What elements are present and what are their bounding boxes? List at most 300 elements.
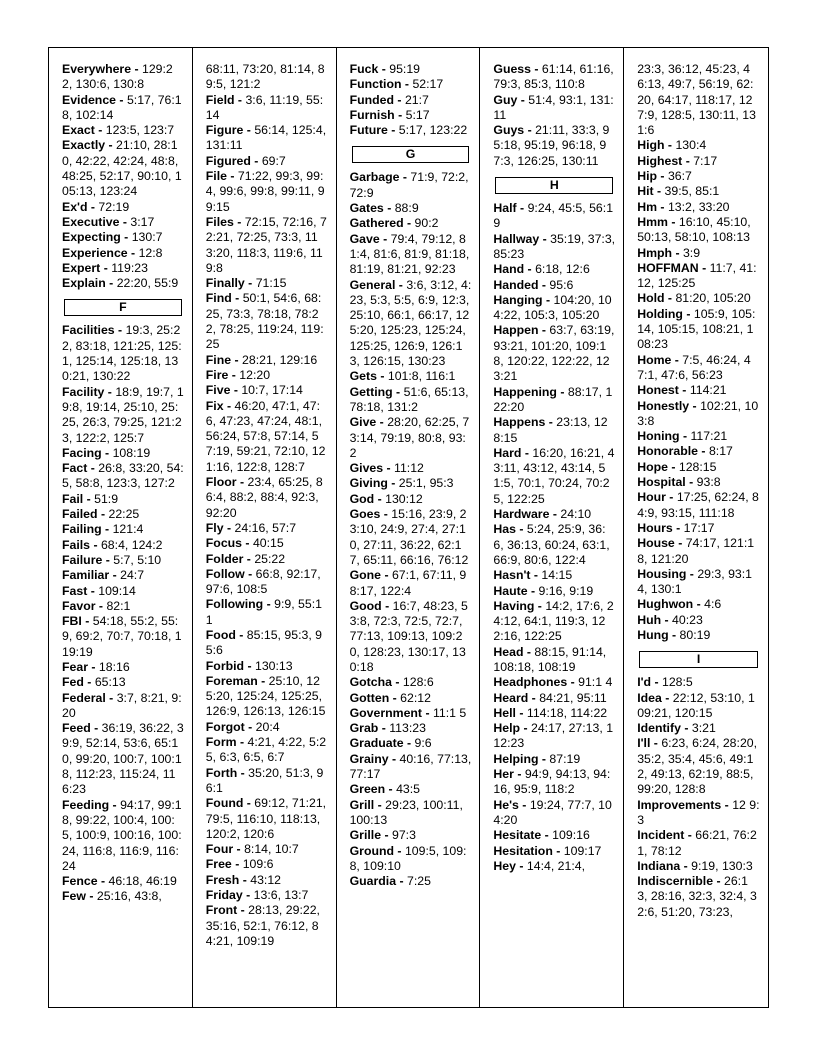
index-term: Having (493, 598, 535, 613)
index-term: Half (493, 201, 517, 216)
page-line-refs: 19:3, 25:22, 83:18, 121:25, 125:1, 125:14, 125:18, 130:21, 130:22 (62, 323, 182, 384)
index-entry (493, 323, 615, 384)
index-term: Honing (637, 429, 680, 444)
term-separator: - (671, 352, 683, 367)
term-separator: - (521, 445, 533, 460)
index-term: Garbage (349, 170, 400, 185)
term-separator: - (515, 858, 527, 873)
index-term: Help (493, 721, 521, 736)
index-entry (493, 293, 615, 324)
index-term: Happens (493, 415, 546, 430)
page-line-refs: 82:1 (106, 598, 131, 613)
index-entry (62, 261, 184, 276)
index-term: Honest (637, 383, 679, 398)
index-entry (62, 446, 184, 461)
page-line-refs: 108:19 (112, 445, 151, 460)
page-line-refs: 23:4, 65:25, 86:4, 88:2, 88:4, 92:3, 92:20 (205, 475, 323, 520)
index-term: Housing (637, 566, 687, 581)
page-line-refs: 66:8, 92:17, 97:6, 108:5 (205, 566, 321, 597)
index-term: Fence (62, 874, 98, 889)
index-term: Facing (62, 445, 102, 460)
term-separator: - (243, 796, 255, 811)
index-entry (206, 628, 328, 659)
index-term: Gives (349, 461, 384, 476)
index-entry (350, 415, 472, 461)
index-entry (493, 385, 615, 416)
index-term: Expert (62, 260, 101, 275)
term-separator: - (244, 566, 256, 581)
index-term: Furnish (349, 107, 395, 122)
page-line-refs: 91:1 4 (578, 675, 613, 690)
term-separator: - (538, 751, 550, 766)
page-line-refs: 10:7, 17:14 (241, 383, 303, 398)
page-line-refs: 28:21, 129:16 (242, 352, 318, 367)
page-line-refs: 36:7 (667, 169, 692, 184)
index-term: Hard (493, 445, 522, 460)
index-term: Gathered (349, 216, 404, 231)
index-entry (637, 184, 760, 199)
index-term: Huh (637, 612, 662, 627)
index-entry (350, 278, 472, 370)
section-letter-header: I (639, 651, 758, 668)
page-line-refs: 3:6, 3:12, 4:23, 5:3, 5:5, 6:9, 12:3, 25:10, 66:1, 66:17, 125:20, 125:23, 125:24, 125:25, 126:9, 126:13, 126:15, 130:23 (349, 277, 472, 369)
index-entry (637, 215, 760, 246)
term-separator: - (664, 291, 676, 306)
index-entry (493, 767, 615, 798)
page-line-refs: 5:17 (405, 107, 430, 122)
index-term: Field (205, 92, 235, 107)
index-term: Hours (637, 520, 673, 535)
term-separator: - (672, 245, 683, 260)
index-column (480, 48, 624, 1007)
term-separator: - (244, 276, 256, 291)
page-line-refs: 40:15 (252, 536, 284, 551)
index-entry (206, 154, 328, 169)
term-separator: - (387, 123, 399, 138)
term-separator: - (100, 260, 112, 275)
page-line-refs: 109:5, 109:8, 109:10 (349, 843, 467, 873)
term-separator: - (250, 153, 262, 168)
term-separator: - (422, 705, 433, 720)
term-separator: - (381, 598, 393, 613)
index-entry (62, 385, 184, 446)
term-separator: - (378, 721, 390, 736)
index-term: I'll (637, 736, 651, 751)
index-term: General (349, 277, 396, 292)
term-separator: - (242, 536, 253, 551)
page-line-refs: 79:4, 79:12, 81:4, 81:6, 81:9, 81:18, 81:19, 81:21, 92:23 (349, 231, 470, 277)
page-line-refs: 16:7, 48:23, 53:8, 72:3, 72:5, 72:7, 77:13, 109:13, 109:20, 128:23, 130:17, 130:18 (349, 598, 468, 674)
index-entry (350, 385, 472, 416)
term-separator: - (236, 475, 248, 490)
term-separator: - (101, 522, 113, 537)
term-separator: - (385, 782, 397, 797)
index-term: Foreman (205, 673, 258, 688)
page-line-refs: 9:6 (414, 736, 432, 751)
index-entry (206, 659, 328, 674)
index-term: Fact (62, 461, 88, 476)
term-separator: - (223, 520, 235, 535)
page-line-refs: 121:4 (112, 522, 144, 537)
index-entry (637, 475, 760, 490)
term-separator: - (109, 568, 121, 583)
index-entry (493, 691, 615, 706)
page-line-refs: 5:17, 76:18, 102:14 (62, 92, 182, 122)
index-entry (62, 584, 184, 599)
index-entry (206, 857, 328, 872)
page-line-refs: 130:7 (131, 230, 163, 245)
index-entry (350, 216, 472, 231)
page-line-refs: 9:19, 130:3 (691, 858, 753, 873)
page-line-refs: 6:23, 6:24, 28:20, 35:2, 35:4, 45:6, 49:12, 49:13, 62:19, 88:5, 99:20, 128:8 (637, 736, 758, 797)
index-entry (62, 691, 184, 722)
index-term: Happen (493, 323, 539, 338)
index-term: Find (205, 291, 232, 306)
page-line-refs: 24:17, 27:13, 112:23 (493, 721, 614, 751)
term-separator: - (685, 475, 697, 490)
term-separator: - (131, 62, 142, 76)
page-line-refs: 17:17 (683, 520, 715, 535)
index-term: Grainy (349, 751, 389, 766)
page-line-refs: 109:17 (563, 843, 602, 858)
index-term: Figure (205, 123, 244, 138)
page-line-refs: 25:22 (254, 551, 286, 566)
index-term: Hughwon (637, 597, 694, 612)
index-entry (206, 536, 328, 551)
index-entry (62, 553, 184, 568)
term-separator: - (545, 415, 557, 430)
index-entry (206, 93, 328, 124)
index-term: Idea (637, 690, 662, 705)
index-entry (493, 599, 615, 645)
term-separator: - (383, 461, 395, 476)
index-term: Grab (349, 721, 379, 736)
page-line-refs: 50:1, 54:6, 68:25, 73:3, 78:18, 78:22, 78:25, 119:24, 119:25 (205, 291, 324, 352)
page-line-refs: 12:8 (138, 245, 163, 260)
page-line-refs: 63:7, 63:19, 93:21, 101:20, 109:18, 120:22, 122:22, 123:21 (493, 323, 615, 384)
page-line-refs: 130:13 (254, 658, 293, 673)
page-line-refs: 21:7 (404, 92, 429, 107)
page-line-refs: 3:9 (682, 245, 701, 260)
index-entry (206, 888, 328, 903)
page-line-refs: 13:2, 33:20 (667, 199, 730, 214)
term-separator: - (374, 797, 386, 812)
index-entry (206, 169, 328, 215)
index-term: Good (349, 598, 382, 613)
term-separator: - (391, 675, 403, 690)
term-separator: - (523, 644, 535, 659)
term-separator: - (97, 507, 109, 522)
index-term: Hallway (493, 231, 540, 246)
page-line-refs: 54:18, 55:2, 55:9, 69:2, 70:7, 70:18, 119:19 (62, 614, 182, 659)
term-separator: - (665, 490, 677, 505)
index-term: Files (205, 214, 234, 229)
index-entry (350, 93, 472, 108)
page-line-refs: 72:15, 72:16, 72:21, 72:25, 73:3, 113:20, 118:3, 119:6, 119:8 (205, 214, 327, 275)
index-entry (493, 706, 615, 721)
index-entry (350, 123, 472, 138)
term-separator: - (549, 507, 561, 522)
index-term: Hope (637, 459, 668, 474)
term-separator: - (698, 260, 710, 275)
term-separator: - (235, 627, 247, 642)
index-column (624, 48, 768, 1007)
index-entry (206, 123, 328, 154)
page-line-refs: 104:20, 104:22, 105:3, 105:20 (493, 292, 612, 323)
term-separator: - (538, 323, 550, 338)
page-line-refs: 68:11, 73:20, 81:14, 89:5, 121:2 (205, 62, 325, 92)
page-line-refs: 128:6 (402, 675, 434, 690)
index-term: Feed (62, 721, 91, 736)
index-term: Hospital (637, 475, 686, 490)
index-entry (493, 798, 615, 829)
page-line-refs: 23:3, 36:12, 45:23, 46:13, 49:7, 56:19, 62:20, 64:17, 118:17, 127:9, 128:5, 130:11, 131:6 (637, 62, 756, 138)
term-separator: - (672, 520, 684, 535)
term-separator: - (379, 231, 391, 246)
page-line-refs: 29:23, 100:11, 100:13 (349, 797, 463, 827)
index-term: Hit (637, 184, 654, 199)
index-entry (637, 460, 760, 475)
term-separator: - (234, 92, 246, 107)
page-line-refs: 25:1, 95:3 (398, 476, 454, 491)
term-separator: - (679, 429, 691, 444)
page-line-refs: 114:18, 114:22 (526, 705, 608, 720)
page-line-refs: 67:1, 67:11, 98:17, 122:4 (349, 568, 467, 598)
index-term: Holding (637, 306, 683, 321)
term-separator: - (223, 398, 235, 413)
page-line-refs: 43:5 (396, 782, 421, 797)
page-line-refs: 109:16 (552, 828, 590, 843)
index-entry (206, 383, 328, 398)
term-separator: - (381, 828, 392, 843)
index-term: Four (205, 842, 234, 857)
index-term: Hasn't (493, 568, 531, 583)
page-line-refs: 69:7 (261, 153, 286, 168)
index-entry (637, 597, 760, 612)
term-separator: - (389, 690, 401, 705)
index-entry (62, 200, 184, 215)
index-entry (637, 246, 760, 261)
index-term: Failing (62, 522, 102, 537)
page-line-refs: 9:16, 9:19 (538, 583, 594, 598)
term-separator: - (395, 277, 407, 292)
page-line-refs: 6:18, 12:6 (535, 262, 590, 277)
index-entry (206, 766, 328, 797)
index-term: Food (205, 627, 236, 642)
index-term: Honorable (637, 444, 698, 459)
index-term: Fast (62, 583, 88, 598)
index-entry (350, 108, 472, 123)
page-line-refs: 14:2, 17:6, 24:12, 64:1, 119:3, 122:16, 122:25 (493, 598, 614, 644)
index-entry (206, 353, 328, 368)
index-term: Hesitate (493, 828, 542, 843)
index-term: Facility (62, 384, 105, 399)
page-line-refs: 3:7, 8:21, 9:20 (62, 690, 182, 720)
index-entry (206, 567, 328, 598)
index-term: Failed (62, 507, 98, 522)
index-term: Figured (205, 153, 251, 168)
index-term: Hesitation (493, 843, 553, 858)
index-entry (637, 154, 760, 169)
page-line-refs: 93:8 (696, 475, 721, 490)
term-separator: - (664, 138, 676, 153)
page-line-refs: 130:4 (675, 138, 707, 153)
page-line-refs: 129:2 2, 130:6, 130:8 (62, 62, 173, 92)
term-separator: - (516, 201, 528, 216)
index-entry (62, 599, 184, 614)
page-line-refs: 14:4, 21:4, (526, 858, 586, 873)
page-line-refs: 90:2 (414, 216, 439, 231)
term-separator: - (538, 277, 550, 292)
term-separator: - (116, 92, 127, 107)
index-entry (637, 307, 760, 353)
page-line-refs: 5:7, 5:10 (113, 552, 162, 567)
term-separator: - (680, 858, 692, 873)
term-separator: - (243, 551, 255, 566)
term-separator: - (230, 383, 242, 398)
index-entry (350, 232, 472, 278)
index-term: He's (493, 797, 519, 812)
page-line-refs: 105:9, 105:14, 105:15, 108:21, 108:23 (637, 306, 756, 352)
index-entry (62, 93, 184, 124)
page-line-refs: 114:21 (689, 383, 727, 398)
index-term: Fear (62, 659, 88, 674)
index-entry (493, 123, 615, 169)
term-separator: - (376, 369, 388, 384)
term-separator: - (87, 583, 99, 598)
index-term: Facilities (62, 323, 115, 338)
page-line-refs: 109:14 (98, 583, 136, 598)
term-separator: - (263, 597, 275, 612)
term-separator: - (119, 214, 131, 229)
term-separator: - (403, 216, 415, 231)
index-term: Indiscernible (637, 874, 714, 889)
page-line-refs: 51:4, 93:1, 131:11 (493, 92, 614, 122)
index-term: Handed (493, 277, 539, 292)
index-entry (62, 492, 184, 507)
index-entry (637, 444, 760, 459)
page-line-refs: 13:6, 13:7 (253, 888, 309, 903)
index-term: File (205, 169, 227, 184)
index-term: Grille (349, 828, 382, 843)
term-separator: - (721, 797, 733, 812)
term-separator: - (81, 614, 93, 629)
index-term: Goes (349, 507, 381, 522)
index-entry (350, 170, 472, 201)
term-separator: - (87, 461, 99, 476)
term-separator: - (667, 214, 679, 229)
page-line-refs: 39:5, 85:1 (664, 184, 720, 199)
index-term: Floor (205, 475, 237, 490)
index-term: Honestly (637, 398, 690, 413)
index-term: Green (349, 782, 386, 797)
index-term: Highest (637, 153, 683, 168)
page-line-refs: 130:12 (385, 491, 423, 506)
term-separator: - (682, 306, 694, 321)
term-separator: - (657, 169, 668, 184)
index-entry (637, 383, 760, 398)
index-term: Ground (349, 843, 394, 858)
page-line-refs: 7:25 (407, 874, 431, 889)
page-line-refs: 24:10 (560, 507, 592, 522)
index-entry (350, 844, 472, 875)
index-entry (62, 246, 184, 261)
term-separator: - (388, 751, 400, 766)
index-entry (62, 62, 184, 93)
index-entry (350, 828, 472, 843)
index-term: Hm (637, 199, 658, 214)
page-line-refs: 71:22, 99:3, 99:4, 99:6, 99:8, 99:11, 99:15 (205, 169, 325, 214)
page-line-refs: 3:21 (691, 721, 716, 736)
term-separator: - (401, 77, 413, 92)
page-line-refs: 16:10, 45:10, 50:13, 58:10, 108:13 (637, 214, 751, 245)
page-line-refs: 19:24, 77:7, 104:20 (493, 797, 612, 827)
index-entry (62, 798, 184, 874)
index-entry (493, 568, 615, 583)
index-entry (62, 538, 184, 553)
index-term: Haute (493, 583, 528, 598)
section-letter-header: F (64, 299, 182, 316)
index-entry (62, 874, 184, 889)
page-line-refs: 81:20, 105:20 (675, 291, 751, 306)
term-separator: - (650, 736, 662, 751)
term-separator: - (237, 765, 249, 780)
page-line-refs: 3:6, 11:19, 55:14 (205, 92, 324, 122)
index-entry (493, 645, 615, 676)
page-line-refs: 128:15 (678, 459, 717, 474)
page-line-refs: 22:20, 55:9 (116, 276, 179, 291)
term-separator: - (661, 690, 673, 705)
index-entry (350, 77, 472, 92)
index-entry (493, 844, 615, 859)
page-line-refs: 21:11, 33:3, 95:18, 95:19, 96:18, 97:3, 126:25, 130:11 (493, 123, 610, 168)
term-separator: - (515, 522, 527, 537)
page-line-refs: 36:19, 36:22, 39:9, 52:14, 53:6, 65:10, 99:20, 100:7, 100:18, 112:23, 115:24, 116:23 (62, 721, 184, 797)
term-separator: - (698, 444, 709, 459)
index-entry (62, 138, 184, 199)
page-line-refs: 5:17, 123:22 (398, 123, 468, 138)
page-line-refs: 43:12 (250, 872, 282, 887)
section-letter-header: H (495, 177, 613, 194)
index-term: Hell (493, 705, 516, 720)
page-line-refs: 3:17 (130, 214, 155, 229)
index-term: Exact (62, 123, 95, 138)
index-term: FBI (62, 614, 82, 629)
index-entry (350, 874, 472, 889)
term-separator: - (567, 675, 579, 690)
index-entry (62, 215, 184, 230)
index-entry (493, 278, 615, 293)
term-separator: - (524, 123, 536, 138)
index-entry (62, 507, 184, 522)
term-separator: - (243, 123, 255, 138)
index-entry (62, 522, 184, 537)
index-entry (206, 903, 328, 949)
term-separator: - (87, 659, 99, 674)
index-term: God (349, 491, 375, 506)
page-line-refs: 88:9 (394, 201, 419, 216)
index-term: Fed (62, 675, 84, 690)
index-term: Found (205, 796, 244, 811)
index-entry (350, 691, 472, 706)
index-term: Gotcha (349, 675, 392, 690)
page-line-refs: 9:24, 45:5, 56:19 (493, 201, 614, 231)
page-line-refs: 117:21 (690, 429, 728, 444)
term-separator: - (520, 721, 531, 736)
index-term: Favor (62, 598, 96, 613)
term-separator: - (394, 843, 405, 858)
index-term: Guy (493, 92, 518, 107)
